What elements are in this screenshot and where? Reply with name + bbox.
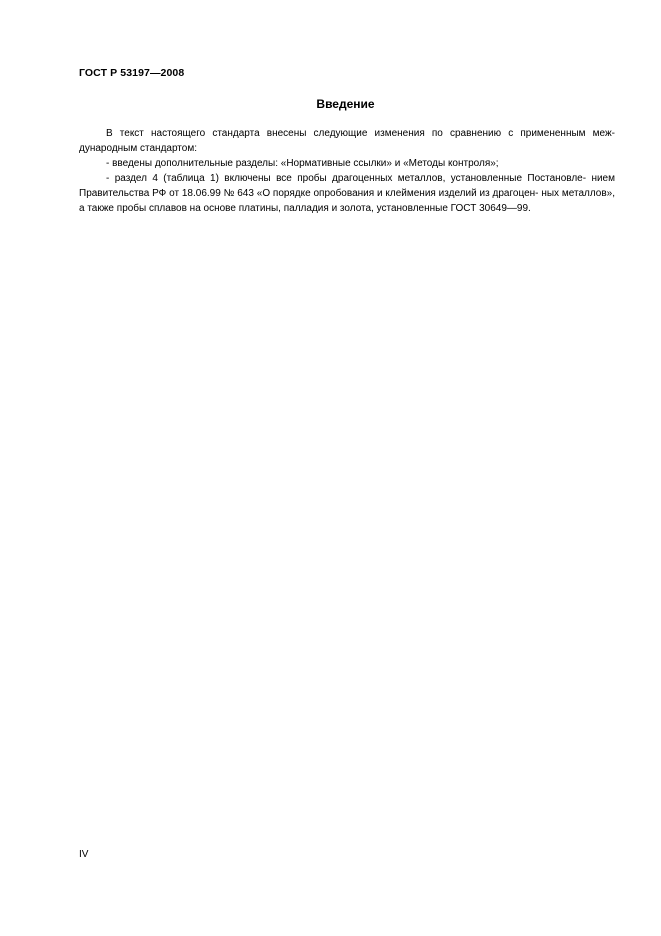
section-title: Введение [316, 97, 375, 111]
document-header: ГОСТ Р 53197—2008 [79, 67, 185, 79]
page-number: IV [79, 849, 89, 860]
body-text [79, 126, 615, 216]
paragraph-intro: В текст настоящего стандарта внесены следующие изменения по сравнению с примененным меж- дународным стандартом: [79, 128, 615, 154]
paragraph-item-1: - введены дополнительные разделы: «Нормативные ссылки» и «Методы контроля»; [106, 158, 499, 169]
paragraph-item-2: - раздел 4 (таблица 1) включены все пробы драгоценных металлов, установленные Постановле- нием Правительства РФ от 18.06.99 № 643 «О порядке опробования и клеймения изделий из драгоцен- ных металлов», а также пробы сплавов на основе платины, палладия и золота, установленные ГОСТ 30649—99. [79, 173, 615, 214]
